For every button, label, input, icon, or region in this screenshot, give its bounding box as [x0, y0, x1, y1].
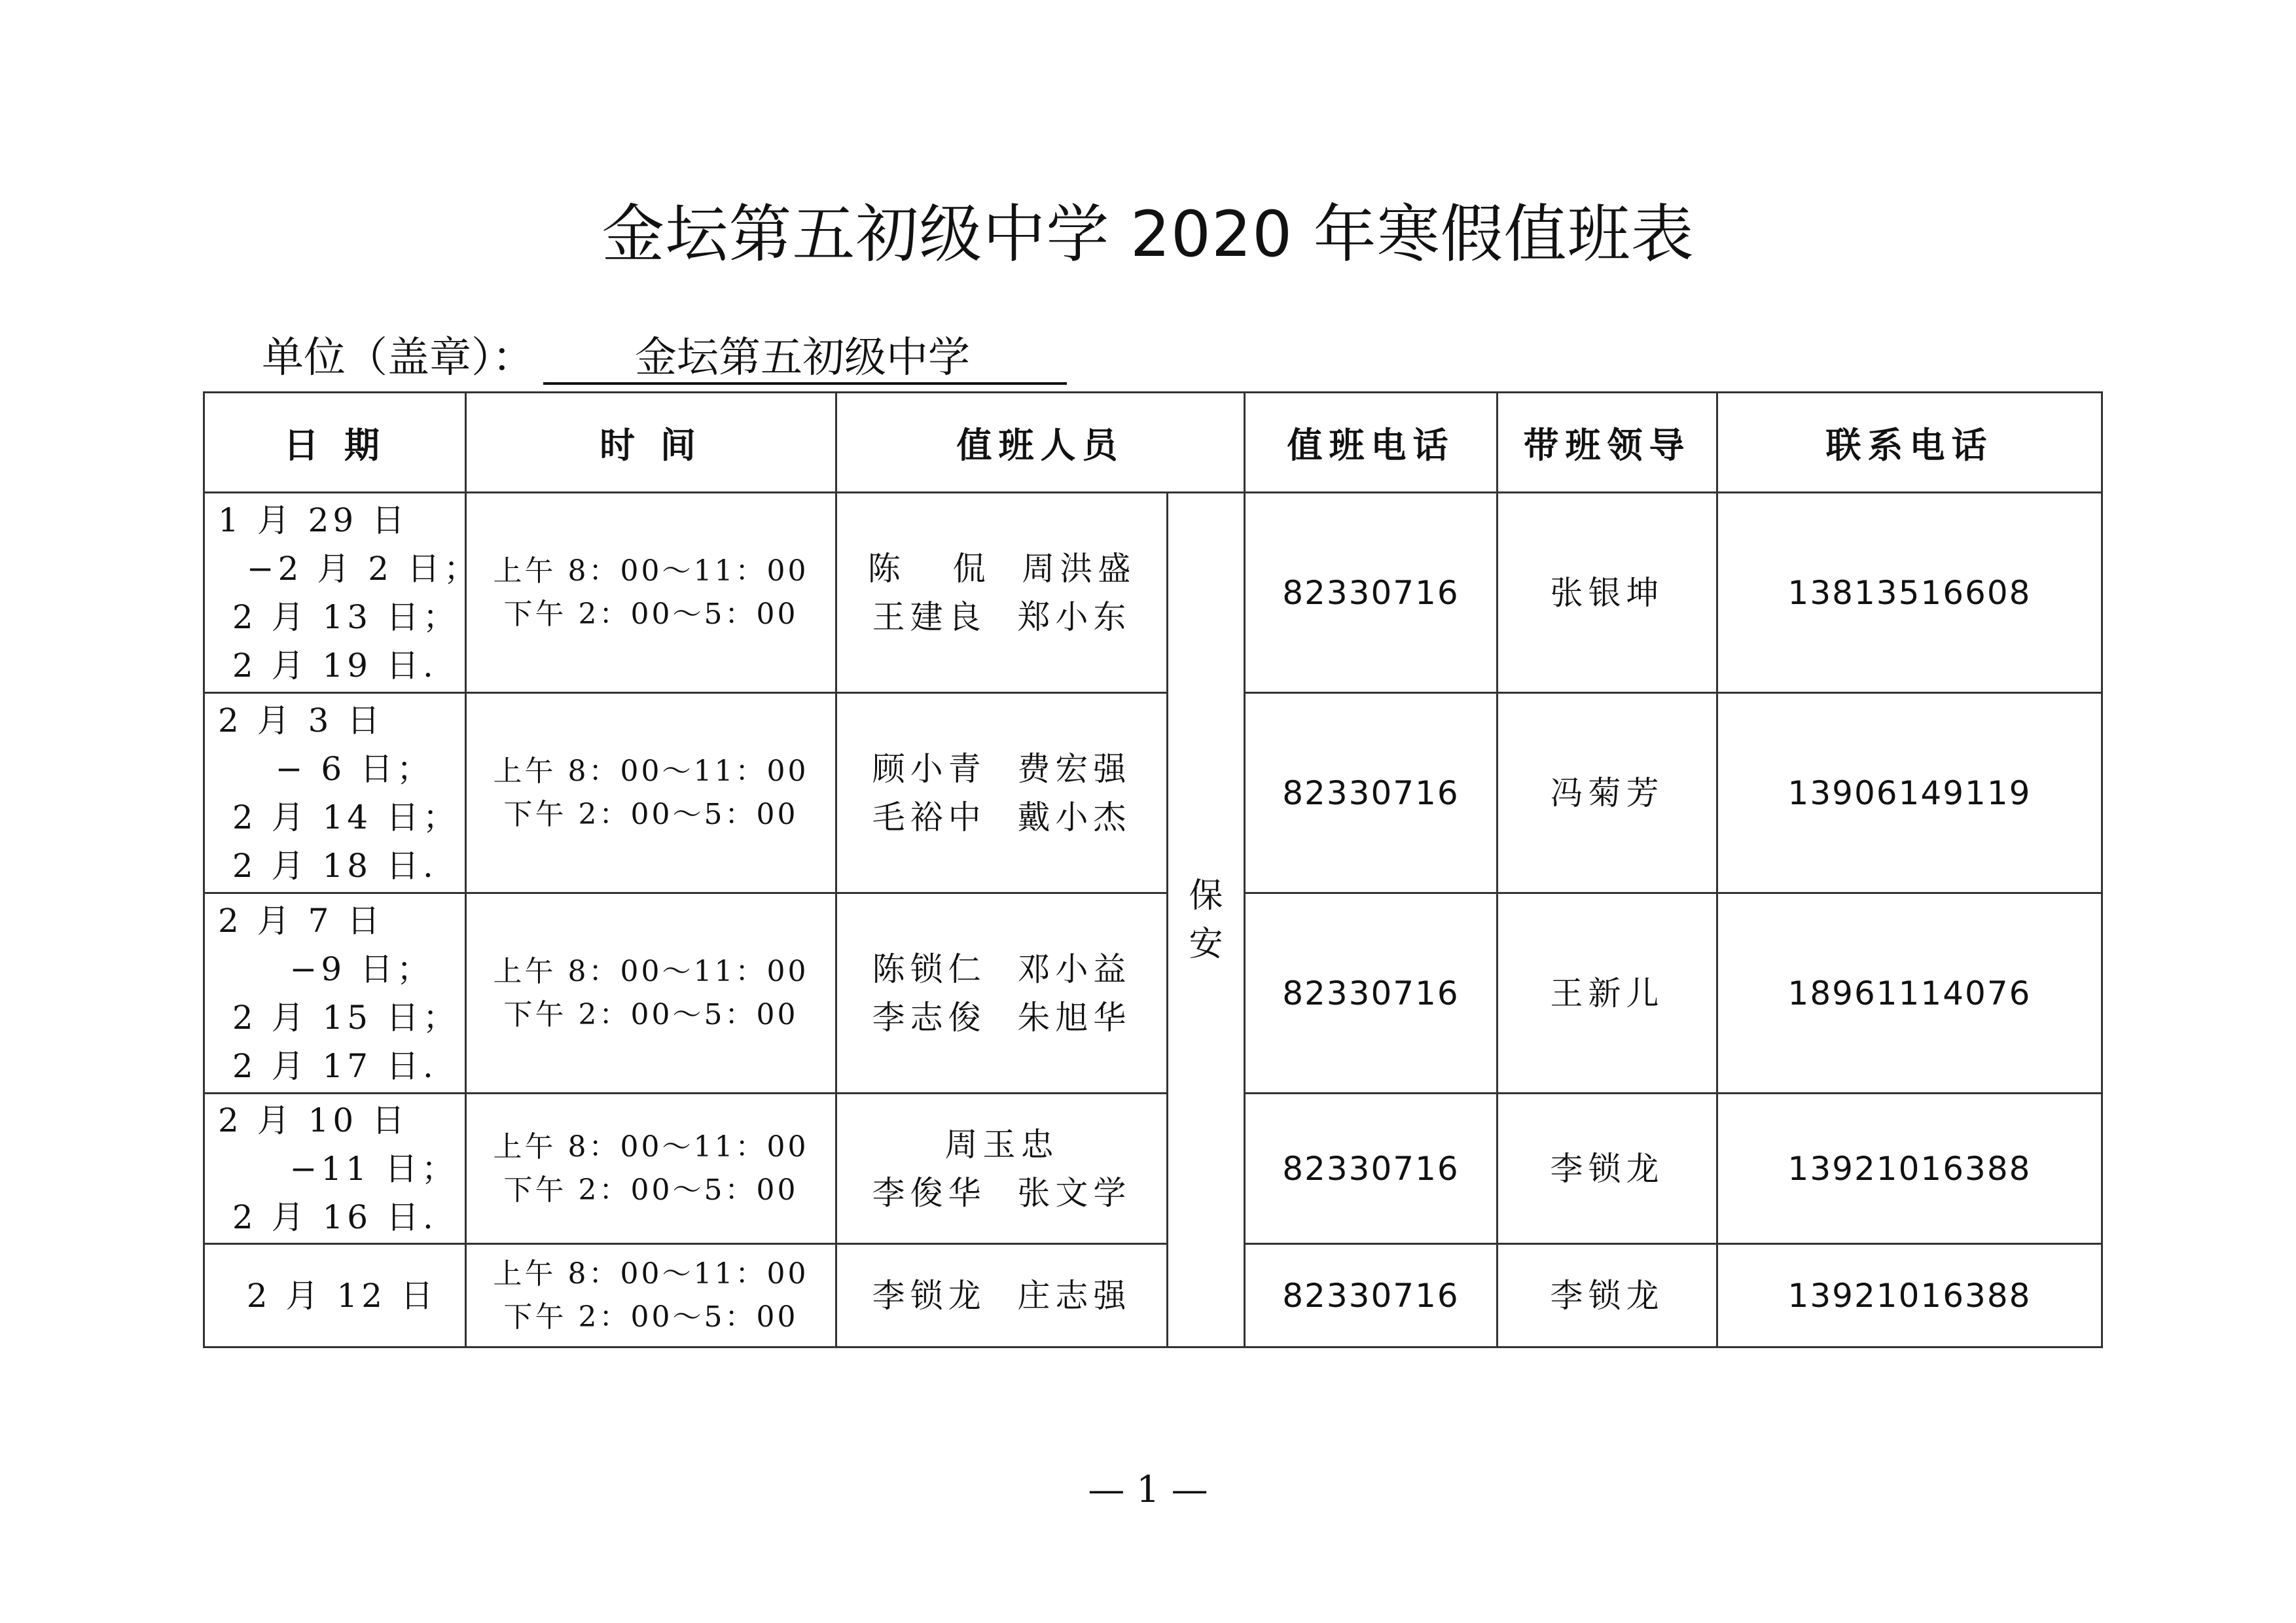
time-morning: 上午 8：00～11：00 — [493, 954, 809, 988]
page-number: — 1 — — [1088, 1469, 1208, 1511]
staff-cell — [836, 1094, 1168, 1244]
time-cell — [466, 493, 836, 693]
staff-line: 周玉忠 — [944, 1125, 1059, 1164]
time-afternoon: 下午 2：00～5：00 — [503, 797, 798, 831]
time-morning: 上午 8：00～11：00 — [493, 1257, 809, 1291]
leader-cell: 张银坤 — [1498, 493, 1717, 693]
time-afternoon: 下午 2：00～5：00 — [503, 597, 798, 631]
table-row — [204, 693, 2102, 893]
duty-phone-cell: 82330716 — [1245, 693, 1498, 893]
date-cell — [204, 1094, 466, 1244]
staff-line: 李俊华 张文学 — [872, 1173, 1132, 1212]
date-line: 2 月 7 日 — [218, 901, 384, 940]
contact-phone-cell: 13813516608 — [1717, 493, 2102, 693]
date-line: 2 月 16 日. — [218, 1198, 437, 1236]
guard-char: 保 — [1189, 876, 1223, 916]
leader-cell: 李锁龙 — [1498, 1244, 1717, 1347]
duty-phone-cell: 82330716 — [1245, 1094, 1498, 1244]
date-line: −11 日； — [218, 1149, 458, 1188]
header-duty-phone: 值班电话 — [1245, 393, 1498, 493]
date-line: 2 月 3 日 — [218, 701, 384, 740]
time-cell — [466, 693, 836, 893]
date-line: 2 月 13 日； — [218, 597, 460, 636]
contact-phone-cell: 18961114076 — [1717, 893, 2102, 1094]
header-staff: 值班人员 — [836, 393, 1245, 493]
contact-phone-cell: 13921016388 — [1717, 1244, 2102, 1347]
contact-phone-cell: 13921016388 — [1717, 1094, 2102, 1244]
time-afternoon: 下午 2：00～5：00 — [503, 1173, 798, 1207]
staff-line: 王建良 郑小东 — [872, 597, 1132, 636]
staff-cell — [836, 693, 1168, 893]
table-row — [204, 893, 2102, 1094]
guard-cell — [1168, 493, 1245, 1347]
contact-phone-cell: 13906149119 — [1717, 693, 2102, 893]
time-cell — [466, 1094, 836, 1244]
unit-line — [262, 331, 1067, 385]
duty-phone-cell: 82330716 — [1245, 1244, 1498, 1347]
date-line: 1 月 29 日 — [218, 501, 409, 539]
duty-phone-cell: 82330716 — [1245, 893, 1498, 1094]
time-afternoon: 下午 2：00～5：00 — [503, 997, 798, 1031]
unit-value: 金坛第五初级中学 — [543, 331, 1067, 385]
header-contact-phone: 联系电话 — [1717, 393, 2102, 493]
time-cell — [466, 1244, 836, 1347]
date-line: − 6 日； — [218, 749, 434, 788]
duty-phone-cell: 82330716 — [1245, 493, 1498, 693]
time-morning: 上午 8：00～11：00 — [493, 554, 809, 588]
date-line: 2 月 18 日. — [218, 846, 437, 885]
date-cell — [204, 693, 466, 893]
date-line: 2 月 17 日. — [218, 1046, 437, 1085]
leader-cell: 王新儿 — [1498, 893, 1717, 1094]
header-date: 日 期 — [204, 393, 466, 493]
header-leader: 带班领导 — [1498, 393, 1717, 493]
time-cell — [466, 893, 836, 1094]
table-row — [204, 1244, 2102, 1347]
staff-line: 顾小青 费宏强 — [872, 749, 1132, 788]
guard-char: 安 — [1189, 924, 1223, 964]
staff-line: 陈 侃 周洪盛 — [867, 549, 1136, 588]
page-title: 金坛第五初级中学 2020 年寒假值班表 — [601, 198, 1695, 271]
date-cell — [204, 493, 480, 693]
table-row — [204, 493, 2102, 693]
time-afternoon: 下午 2：00～5：00 — [503, 1300, 798, 1334]
staff-line: 李志俊 朱旭华 — [872, 998, 1132, 1037]
table-header-row — [204, 393, 2102, 493]
unit-label: 单位（盖章）： — [262, 334, 534, 382]
time-morning: 上午 8：00～11：00 — [493, 754, 809, 788]
date-line: −2 月 2 日； — [218, 549, 480, 588]
time-morning: 上午 8：00～11：00 — [493, 1130, 809, 1164]
date-cell — [204, 1244, 466, 1347]
staff-line: 陈锁仁 邓小益 — [872, 950, 1132, 988]
staff-line: 毛裕中 戴小杰 — [872, 798, 1132, 836]
header-time: 时 间 — [466, 393, 836, 493]
staff-cell — [836, 1244, 1168, 1347]
duty-table — [203, 391, 2103, 1348]
table-row — [204, 1094, 2102, 1244]
date-line: 2 月 14 日； — [218, 798, 460, 836]
staff-cell — [836, 493, 1168, 693]
date-cell — [204, 893, 466, 1094]
leader-cell: 冯菊芳 — [1498, 693, 1717, 893]
date-line: −9 日； — [218, 950, 434, 988]
staff-cell — [836, 893, 1168, 1094]
date-line: 2 月 15 日； — [218, 998, 460, 1037]
date-line: 2 月 12 日 — [218, 1276, 437, 1315]
leader-cell: 李锁龙 — [1498, 1094, 1717, 1244]
date-line: 2 月 10 日 — [218, 1101, 409, 1139]
date-line: 2 月 19 日. — [218, 646, 437, 685]
staff-line: 李锁龙 庄志强 — [872, 1276, 1132, 1315]
